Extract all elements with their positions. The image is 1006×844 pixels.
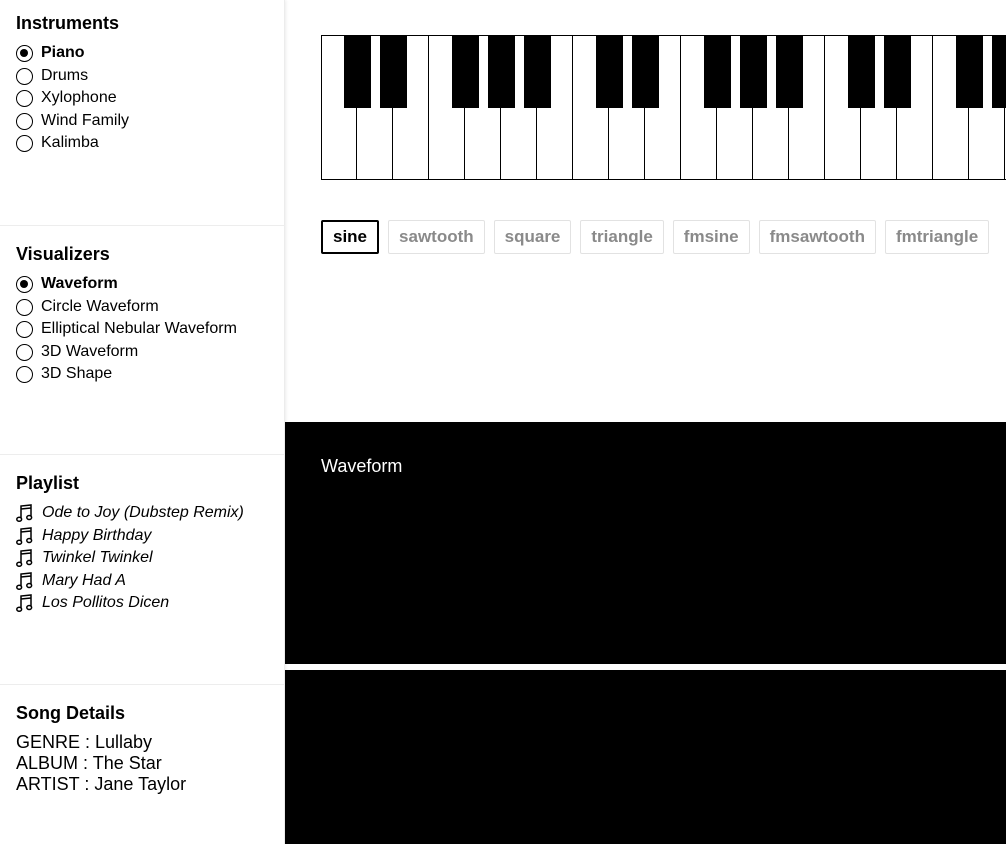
playlist-title: Playlist: [16, 473, 80, 493]
instrument-option-wind-family[interactable]: [16, 110, 129, 132]
music-note-icon: [16, 526, 34, 546]
waveform-button-triangle[interactable]: triangle: [580, 220, 663, 254]
visualizer-option-waveform[interactable]: [16, 273, 118, 295]
option-label: Elliptical Nebular Waveform: [41, 320, 237, 337]
visualizer-option-3d-waveform[interactable]: [16, 341, 138, 363]
piano-black-key[interactable]: [380, 36, 407, 108]
song-details-section: [0, 684, 285, 844]
instruments-section: [0, 0, 285, 230]
instrument-option-drums[interactable]: [16, 65, 88, 87]
sidebar: [0, 0, 285, 844]
song-details-title: Song Details: [16, 703, 126, 723]
option-label: Circle Waveform: [41, 298, 159, 315]
option-label: Waveform: [41, 275, 118, 292]
radio-icon[interactable]: [16, 90, 33, 107]
waveform-button-fmtriangle[interactable]: fmtriangle: [885, 220, 989, 254]
radio-icon[interactable]: [16, 135, 33, 152]
option-label: Piano: [41, 44, 85, 61]
waveform-button-sine[interactable]: sine: [321, 220, 379, 254]
waveform-selector: [321, 220, 989, 254]
waveform-button-fmsawtooth[interactable]: fmsawtooth: [759, 220, 876, 254]
playlist-item[interactable]: [16, 547, 153, 569]
song-title: Mary Had A: [42, 572, 126, 589]
song-title: Los Pollitos Dicen: [42, 594, 170, 611]
music-note-icon: [16, 548, 34, 568]
radio-icon[interactable]: [16, 344, 33, 361]
piano-black-key[interactable]: [956, 36, 983, 108]
playlist-item[interactable]: [16, 525, 151, 547]
piano-black-key[interactable]: [884, 36, 911, 108]
instruments-title: Instruments: [16, 13, 120, 33]
radio-selected-icon[interactable]: [16, 276, 33, 293]
piano-black-key[interactable]: [740, 36, 767, 108]
instrument-option-kalimba[interactable]: [16, 132, 99, 154]
piano-black-key[interactable]: [632, 36, 659, 108]
radio-icon[interactable]: [16, 113, 33, 130]
visualizer-label: Waveform: [321, 456, 403, 476]
option-label: Drums: [41, 67, 89, 84]
playlist-section: [0, 454, 285, 684]
option-label: Wind Family: [41, 112, 130, 129]
music-note-icon: [16, 593, 34, 613]
piano-black-key[interactable]: [452, 36, 479, 108]
piano-black-key[interactable]: [344, 36, 371, 108]
visualizer-option-elliptical-nebular-waveform[interactable]: [16, 318, 237, 340]
song-title: Twinkel Twinkel: [42, 549, 153, 566]
song-details-list: [16, 732, 186, 795]
song-title: Ode to Joy (Dubstep Remix): [42, 504, 244, 521]
visualizer-canvas[interactable]: [285, 422, 1006, 664]
waveform-button-sawtooth[interactable]: sawtooth: [388, 220, 485, 254]
visualizer-canvas-secondary[interactable]: [285, 670, 1006, 844]
visualizers-title: Visualizers: [16, 244, 110, 264]
radio-selected-icon[interactable]: [16, 45, 33, 62]
playlist-item[interactable]: [16, 592, 169, 614]
piano-black-key[interactable]: [704, 36, 731, 108]
piano-black-key[interactable]: [596, 36, 623, 108]
piano-black-key[interactable]: [848, 36, 875, 108]
main-area: [285, 0, 1006, 844]
playlist-item[interactable]: [16, 570, 126, 592]
piano-black-key[interactable]: [488, 36, 515, 108]
piano-black-key[interactable]: [992, 36, 1006, 108]
piano-keyboard: [321, 35, 1006, 180]
visualizer-option-3d-shape[interactable]: [16, 363, 112, 385]
piano-black-key[interactable]: [776, 36, 803, 108]
visualizer-option-circle-waveform[interactable]: [16, 296, 159, 318]
song-title: Happy Birthday: [42, 527, 152, 544]
radio-icon[interactable]: [16, 366, 33, 383]
music-note-icon: [16, 571, 34, 591]
option-label: 3D Shape: [41, 365, 113, 382]
visualizers-section: [0, 225, 285, 455]
radio-icon[interactable]: [16, 68, 33, 85]
radio-icon[interactable]: [16, 299, 33, 316]
waveform-button-square[interactable]: square: [494, 220, 572, 254]
instrument-option-xylophone[interactable]: [16, 87, 117, 109]
instrument-option-piano[interactable]: [16, 42, 85, 64]
radio-icon[interactable]: [16, 321, 33, 338]
playlist-item[interactable]: [16, 502, 244, 524]
option-label: 3D Waveform: [41, 343, 139, 360]
song-genre: GENRE : Lullaby: [16, 732, 153, 752]
piano-black-key[interactable]: [524, 36, 551, 108]
option-label: Xylophone: [41, 89, 117, 106]
song-artist: ARTIST : Jane Taylor: [16, 774, 187, 794]
song-album: ALBUM : The Star: [16, 753, 162, 773]
option-label: Kalimba: [41, 134, 99, 151]
waveform-button-fmsine[interactable]: fmsine: [673, 220, 750, 254]
music-note-icon: [16, 503, 34, 523]
